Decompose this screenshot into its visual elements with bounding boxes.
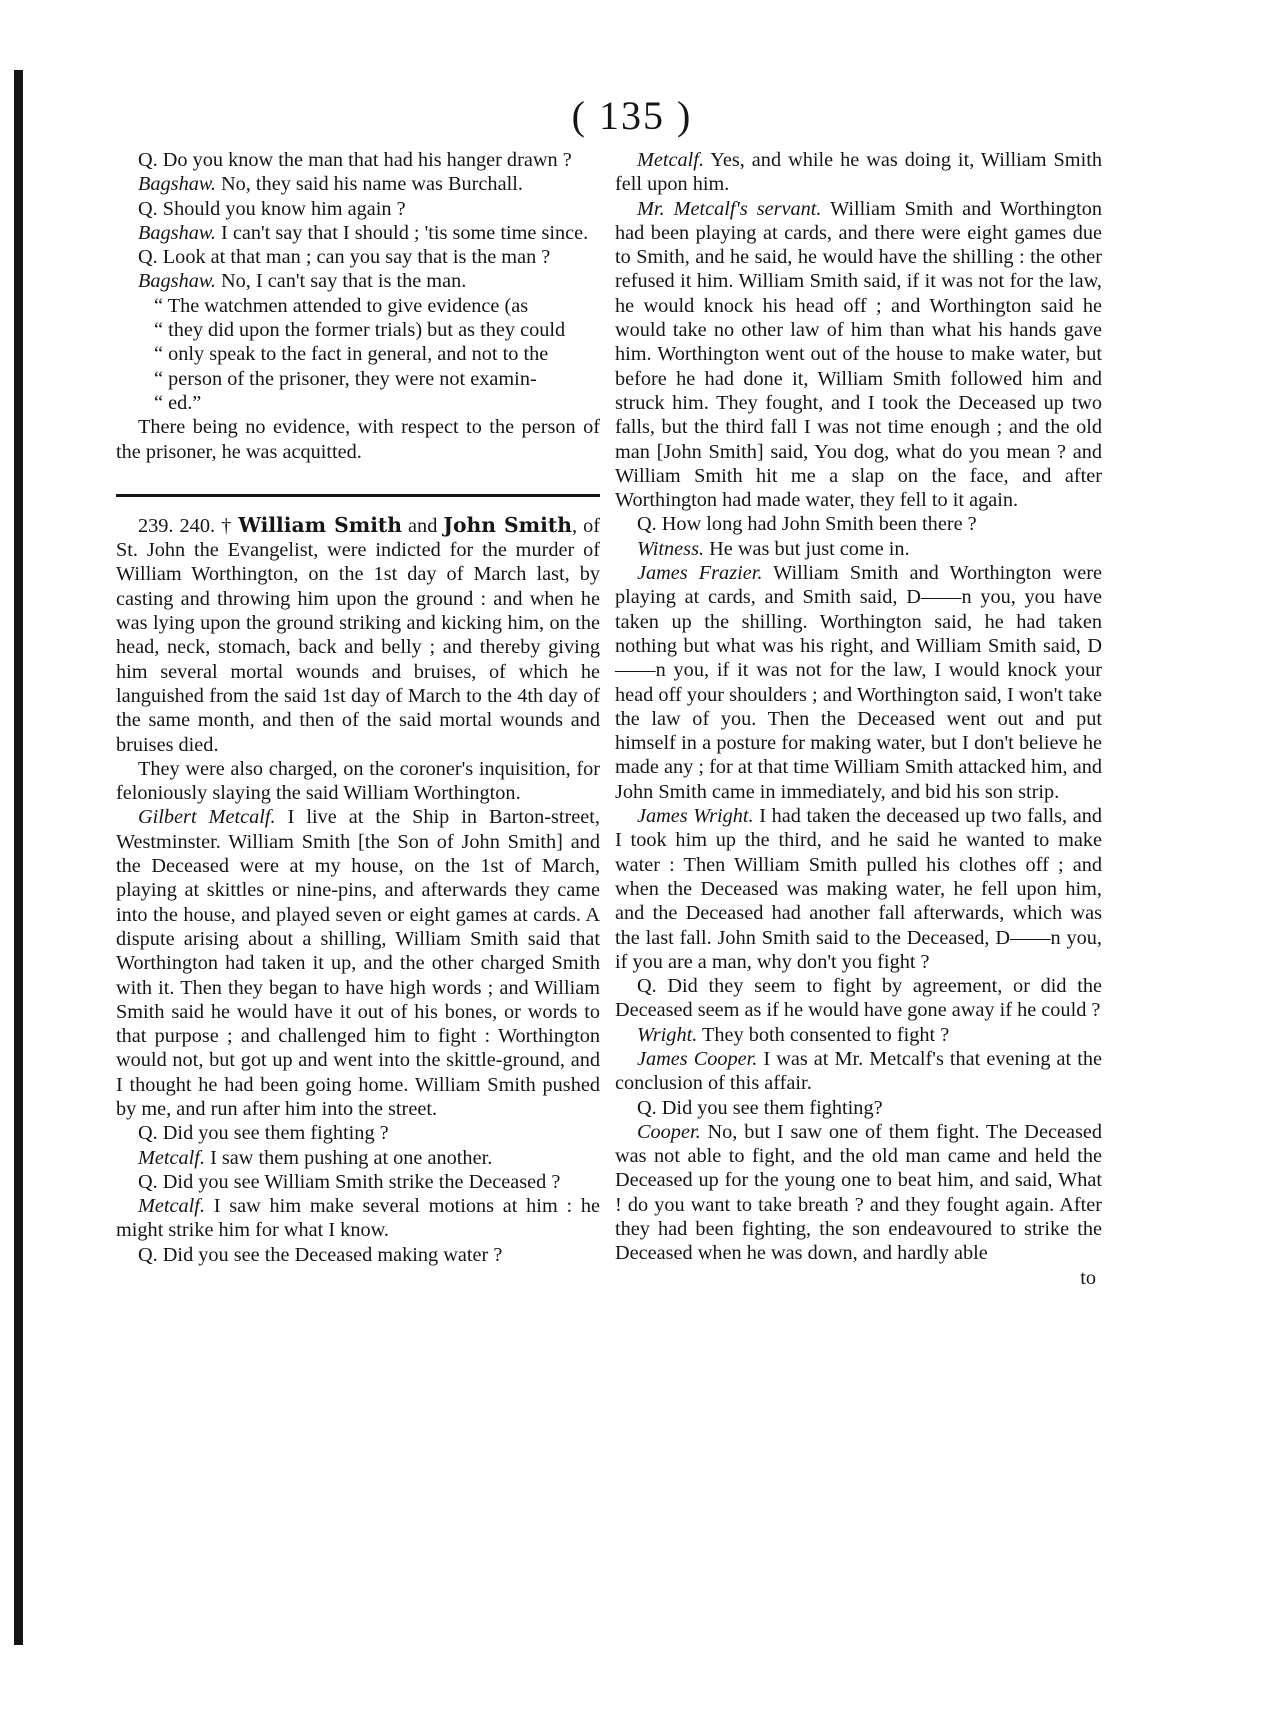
question-paragraph: Q. Do you know the man that had his hanger drawn ?	[138, 149, 572, 171]
testimony-paragraph	[615, 1047, 1102, 1096]
testimony-text: William Smith and Worthington were playing at cards, and Smith said, D——n you, you have taken up the shilling. Worthington said, he had taken nothing but what was his right, and William Smith said, D——n you, if it was not for the law, I would knock your head off your shoulders ; and Worthington said, I won't take the law of you. Then the Deceased went out and put himself in a posture for making water, but I don't believe he made any ; for at that time William Smith attacked him, and John Smith came in immediately, and bid his son strip.	[615, 562, 1103, 803]
indictment-text: , of St. John the Evangelist, were indicted for the murder of William Worthington, on the 1st day of March last, by casting and throwing him upon the ground : and when he was lying upon the ground striking and kicking him, on the head, neck, stomach, back and belly ; and thereby giving him several mortal wounds and bruises, of which he languished from the said 1st day of March to the 4th day of the same month, and then of the said mortal wounds and bruises died.	[116, 514, 600, 756]
question-paragraph: Q. Did you see them fighting ?	[138, 1122, 389, 1145]
question-paragraph: Q. How long had John Smith been there ?	[637, 513, 977, 536]
answer-paragraph	[116, 221, 600, 245]
speaker-name: Bagshaw.	[138, 221, 216, 244]
testimony-text: I was at Mr. Metcalf's that evening at the conclusion of this affair.	[615, 1047, 1103, 1095]
conjunction: and	[402, 514, 444, 537]
question-paragraph: Q. Should you know him again ?	[138, 197, 406, 220]
testimony-paragraph	[615, 197, 1102, 513]
question-paragraph: Q. Look at that man ; can you say that is the man ?	[138, 246, 551, 269]
speaker-name: Metcalf.	[637, 149, 705, 171]
answer-text: I saw him make several motions at him : he might strike him for what I know.	[116, 1195, 600, 1242]
speaker-name: Witness.	[637, 537, 705, 560]
quoted-note	[116, 294, 600, 415]
charge-paragraph: They were also charged, on the coroner's inquisition, for feloniously slaying the said William Worthington.	[116, 757, 600, 805]
answer-text: He was but just come in.	[704, 537, 910, 560]
answer-text: They both consented to fight ?	[697, 1023, 950, 1046]
testimony-paragraph	[116, 805, 600, 1121]
speaker-name: Metcalf.	[138, 1195, 206, 1218]
answer-paragraph	[116, 269, 600, 293]
question-paragraph: Q. Did you see them fighting?	[637, 1096, 883, 1119]
testimony-paragraph	[615, 804, 1102, 974]
question-paragraph: Q. Did they seem to fight by agreement, or did the Deceased seem as if he would have gone away if he could ?	[615, 975, 1102, 1022]
testimony-text: I had taken the deceased up two falls, and I took him up the third, and he said he wanted to make water : Then William Smith pulled his clothes off ; and when the Deceased was making water, he fell upon him, and the Deceased had another fall afterwards, which was the last fall. John Smith said to the Deceased, D——n you, if you are a man, why don't you fight ?	[615, 805, 1102, 973]
verdict-paragraph: There being no evidence, with respect to the person of the prisoner, he was acquitted.	[116, 416, 600, 463]
answer-paragraph	[615, 537, 1102, 561]
question-paragraph: Q. Did you see William Smith strike the Deceased ?	[138, 1170, 561, 1193]
section-divider	[116, 494, 600, 497]
quote-line: “ only speak to the fact in general, and not to the	[154, 343, 549, 366]
speaker-name: Mr. Metcalf's servant.	[637, 197, 822, 220]
page-number: ( 135 )	[571, 93, 693, 138]
case-numbers: 239. 240. †	[138, 514, 239, 537]
catchword: to	[1080, 1266, 1096, 1289]
speaker-name: Cooper.	[637, 1120, 701, 1143]
answer-paragraph	[615, 148, 1102, 197]
defendant-name: John Smith	[443, 512, 572, 537]
indictment-paragraph	[116, 513, 600, 757]
testimony-paragraph	[615, 561, 1102, 804]
answer-paragraph	[615, 1023, 1102, 1047]
speaker-name: James Wright.	[637, 805, 754, 828]
answer-paragraph	[116, 1146, 600, 1170]
answer-paragraph	[116, 172, 600, 196]
speaker-name: Metcalf.	[138, 1146, 206, 1169]
speaker-name: Bagshaw.	[138, 270, 216, 293]
speaker-name: Gilbert Metcalf.	[138, 806, 276, 829]
speaker-name: Bagshaw.	[138, 173, 216, 196]
right-column	[615, 148, 1102, 1290]
testimony-text: No, but I saw one of them fight. The Deceased was not able to fight, and the old man came and held the Deceased up for the young one to beat him, and said, What ! do you want to take breath ? and they fought again. After they had been fighting, the son endeavoured to strike the Deceased when he was down, and hardly able	[615, 1120, 1102, 1265]
left-column	[116, 148, 600, 1267]
answer-text: I can't say that I should ; 'tis some time since.	[215, 221, 589, 244]
testimony-text: I live at the Ship in Barton-street, Westminster. William Smith [the Son of John Smith] and the Deceased were at my house, on the 1st of March, playing at skittles or nine-pins, and afterwards they came into the house, and played seven or eight games at cards. A dispute arising about a shilling, William Smith said that Worthington had taken it up, and the other charged Smith with it. Then they began to have high words ; and William Smith said he would have it out of his bones, or words to that purpose ; and challenged him to fight : Worthington would not, but got up and went into the skittle-ground, and I thought he had been going home. William Smith pushed by me, and run after him into the street.	[116, 806, 600, 1120]
binding-edge	[14, 70, 23, 1645]
speaker-name: James Cooper.	[637, 1047, 758, 1070]
quote-line: “ The watchmen attended to give evidence (as	[154, 294, 529, 317]
quote-line: “ they did upon the former trials) but as they could	[154, 319, 566, 342]
speaker-name: James Frazier.	[637, 562, 763, 585]
answer-text: Yes, and while he was doing it, William Smith fell upon him.	[615, 149, 1102, 196]
speaker-name: Wright.	[637, 1023, 698, 1046]
defendant-name: William Smith	[238, 512, 403, 537]
testimony-text: William Smith and Worthington had been playing at cards, and there were eight games due to Smith, and he said, he would have the shilling : the other refused it him. William Smith said, if it was not for the law, he would knock his head off ; and Worthington said he would take no other law of him than what his hands gave him. Worthington went out of the house to make water, but before he had done it, William Smith followed him and struck him. They fought, and I took the Deceased up two falls, but the third fall I was not time enough ; and the old man [John Smith] said, You dog, what do you mean ? and William Smith hit me a slap on the face, and after Worthington had made water, they fell to it again.	[615, 197, 1102, 512]
testimony-paragraph	[615, 1120, 1102, 1266]
question-paragraph: Q. Did you see the Deceased making water ?	[138, 1243, 503, 1266]
answer-text: I saw them pushing at one another.	[205, 1146, 493, 1169]
answer-text: No, they said his name was Burchall.	[215, 173, 523, 196]
quote-line: “ ed.”	[154, 391, 202, 414]
quote-line: “ person of the prisoner, they were not examin-	[154, 367, 537, 390]
answer-text: No, I can't say that is the man.	[215, 270, 467, 293]
answer-paragraph	[116, 1194, 600, 1243]
